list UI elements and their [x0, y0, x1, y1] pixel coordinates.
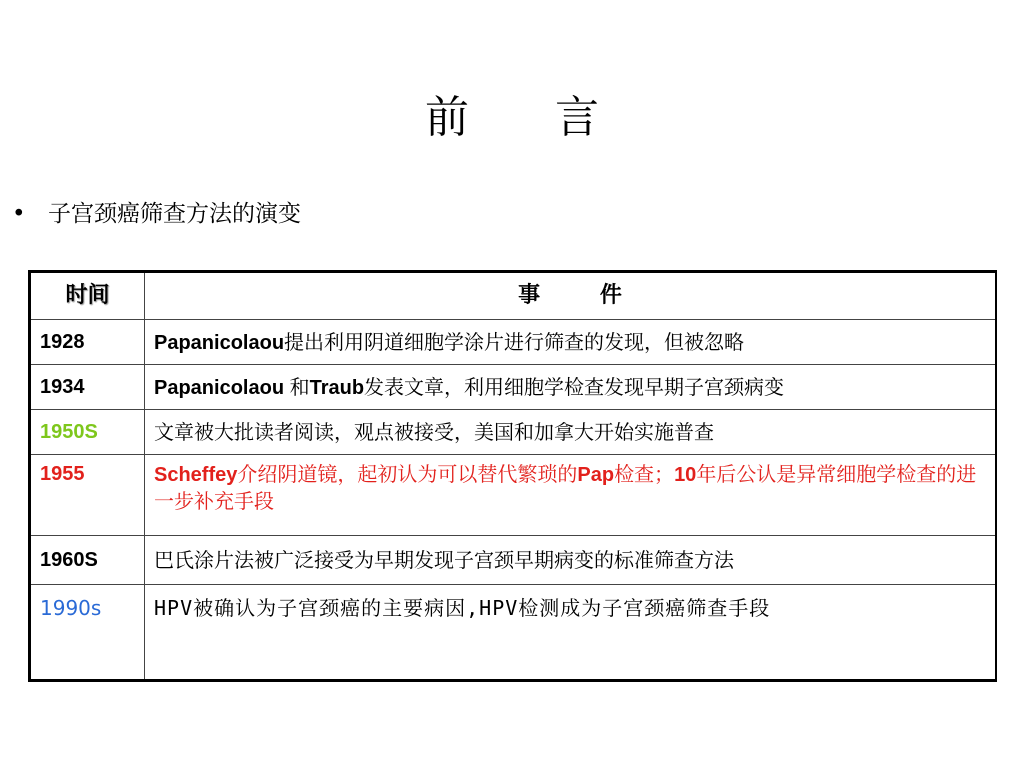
bullet-item: [12, 198, 301, 230]
year-cell: 1990s: [30, 585, 145, 681]
event-text: Scheffey: [154, 464, 238, 486]
bullet-dot-icon: •: [12, 201, 26, 227]
event-text: 年后公认是异常细胞学检查的进一步补充手段: [154, 462, 977, 513]
event-cell: [145, 320, 997, 365]
table-header-row: [30, 272, 997, 320]
table-row: [30, 536, 997, 585]
year-cell: 1928: [30, 320, 145, 365]
event-text: 提出利用阴道细胞学涂片进行筛查的发现，但被忽略: [284, 329, 745, 354]
event-text: 和: [289, 374, 310, 399]
year-cell: 1955: [30, 455, 145, 536]
slide-title: 前 言: [425, 92, 635, 143]
table-row: [30, 410, 997, 455]
bullet-text: 子宫颈癌筛查方法的演变: [48, 201, 301, 227]
table-row: [30, 320, 997, 365]
table-row: [30, 585, 997, 681]
event-text: 检查；: [614, 462, 675, 486]
event-text: 介绍阴道镜，起初认为可以替代繁琐的: [237, 462, 578, 486]
event-text: Pap: [577, 464, 615, 486]
events-table: [28, 270, 997, 682]
event-text: 发表文章，利用细胞学检查发现早期子宫颈病变: [364, 374, 785, 399]
event-text: Papanicolaou: [154, 376, 290, 399]
event-cell: [145, 455, 997, 536]
event-text: Papanicolaou: [154, 331, 285, 354]
event-cell: 巴氏涂片法被广泛接受为早期发现子宫颈早期病变的标准筛查方法: [145, 536, 997, 585]
table-row: [30, 455, 997, 536]
event-cell: 文章被大批读者阅读，观点被接受，美国和加拿大开始实施普查: [145, 410, 997, 455]
year-cell: 1934: [30, 365, 145, 410]
event-cell: HPV被确认为子宫颈癌的主要病因,HPV检测成为子宫颈癌筛查手段: [145, 585, 997, 681]
event-text: 10: [674, 464, 697, 486]
event-text: Traub: [309, 376, 365, 399]
year-cell: 1960S: [30, 536, 145, 585]
header-time: 时间: [30, 272, 145, 320]
table-row: [30, 365, 997, 410]
year-cell: 1950S: [30, 410, 145, 455]
header-event: 事 件: [145, 272, 997, 320]
event-cell: [145, 365, 997, 410]
